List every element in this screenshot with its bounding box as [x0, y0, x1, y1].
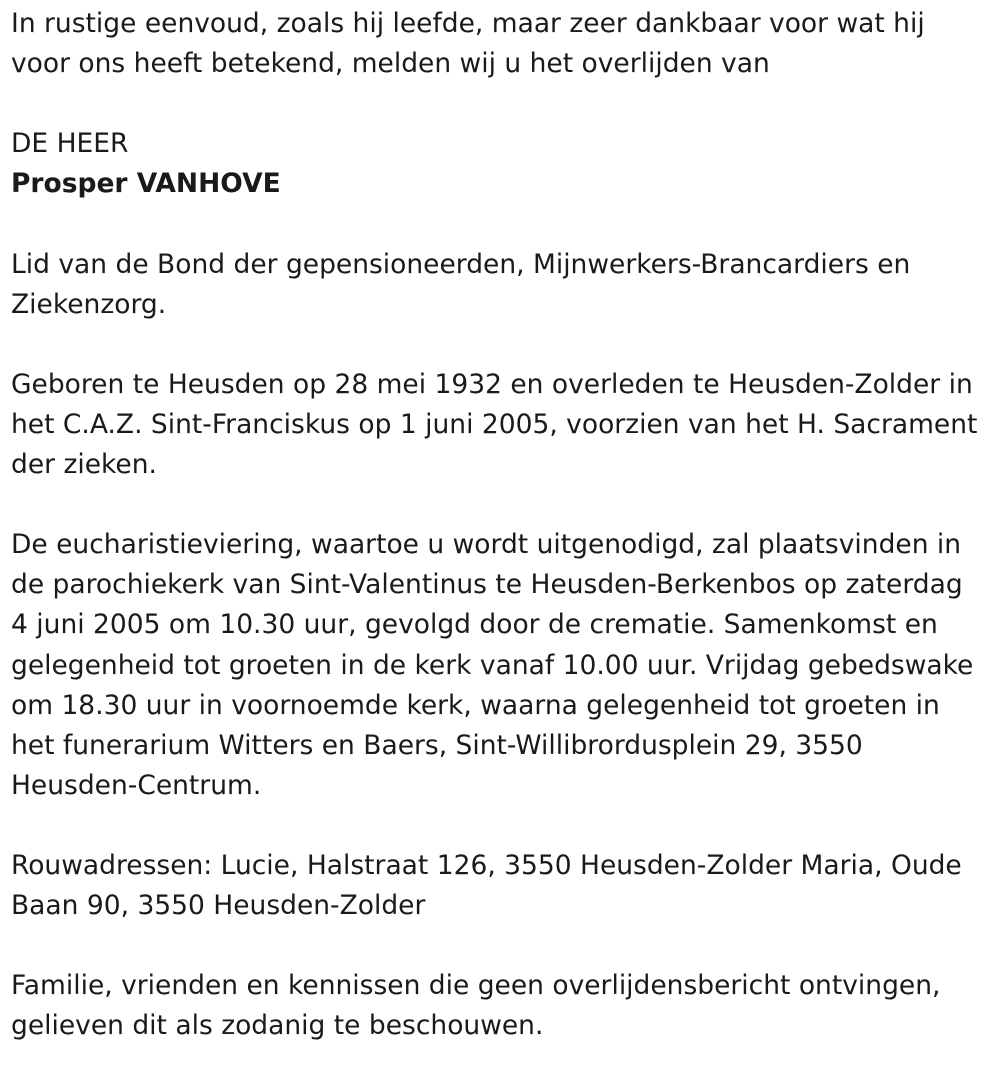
membership-paragraph: Lid van de Bond der gepensioneerden, Mijnwerkers-Brancardiers en Ziekenzorg. [11, 248, 911, 320]
addresses-paragraph: Rouwadressen: Lucie, Halstraat 126, 3550 Heusden-Zolder Maria, Oude Baan 90, 3550 Heusden-Zolder [11, 849, 962, 922]
spacer [11, 84, 981, 124]
spacer [11, 926, 981, 966]
death-notice [11, 4, 981, 1046]
ceremony-paragraph: De eucharistieviering, waartoe u wordt uitgenodigd, zal plaatsvinden in de parochiekerk van Sint-Valentinus te Heusden-Berkenbos op zaterdag 4 juni 2005 om 10.30 uur, gevolgd door de crematie. Samenkomst en gelegenheid tot groeten in de kerk vanaf 10.00 uur. Vrijdag gebedswake om 18.30 uur in voornoemde kerk, waarna gelegenheid tot groeten in het funerarium Witters en Baers, Sint-Willibrordusplein 29, 3550 Heusden-Centrum. [11, 529, 974, 801]
deceased-name: Prosper VANHOVE [11, 168, 281, 200]
honorific-title: DE HEER [11, 128, 129, 160]
intro-paragraph: In rustige eenvoud, zoals hij leefde, maar zeer dankbaar voor wat hij voor ons heeft betekend, melden wij u het overlijden van [11, 8, 925, 80]
spacer [11, 325, 981, 365]
birth-death-paragraph: Geboren te Heusden op 28 mei 1932 en overleden te Heusden-Zolder in het C.A.Z. Sint-Franciskus op 1 juni 2005, voorzien van het H. Sacrament der zieken. [11, 368, 978, 481]
spacer [11, 806, 981, 846]
closing-paragraph: Familie, vrienden en kennissen die geen overlijdensbericht ontvingen, gelieven dit als zodanig te beschouwen. [11, 970, 941, 1042]
spacer [11, 485, 981, 525]
spacer [11, 204, 981, 244]
